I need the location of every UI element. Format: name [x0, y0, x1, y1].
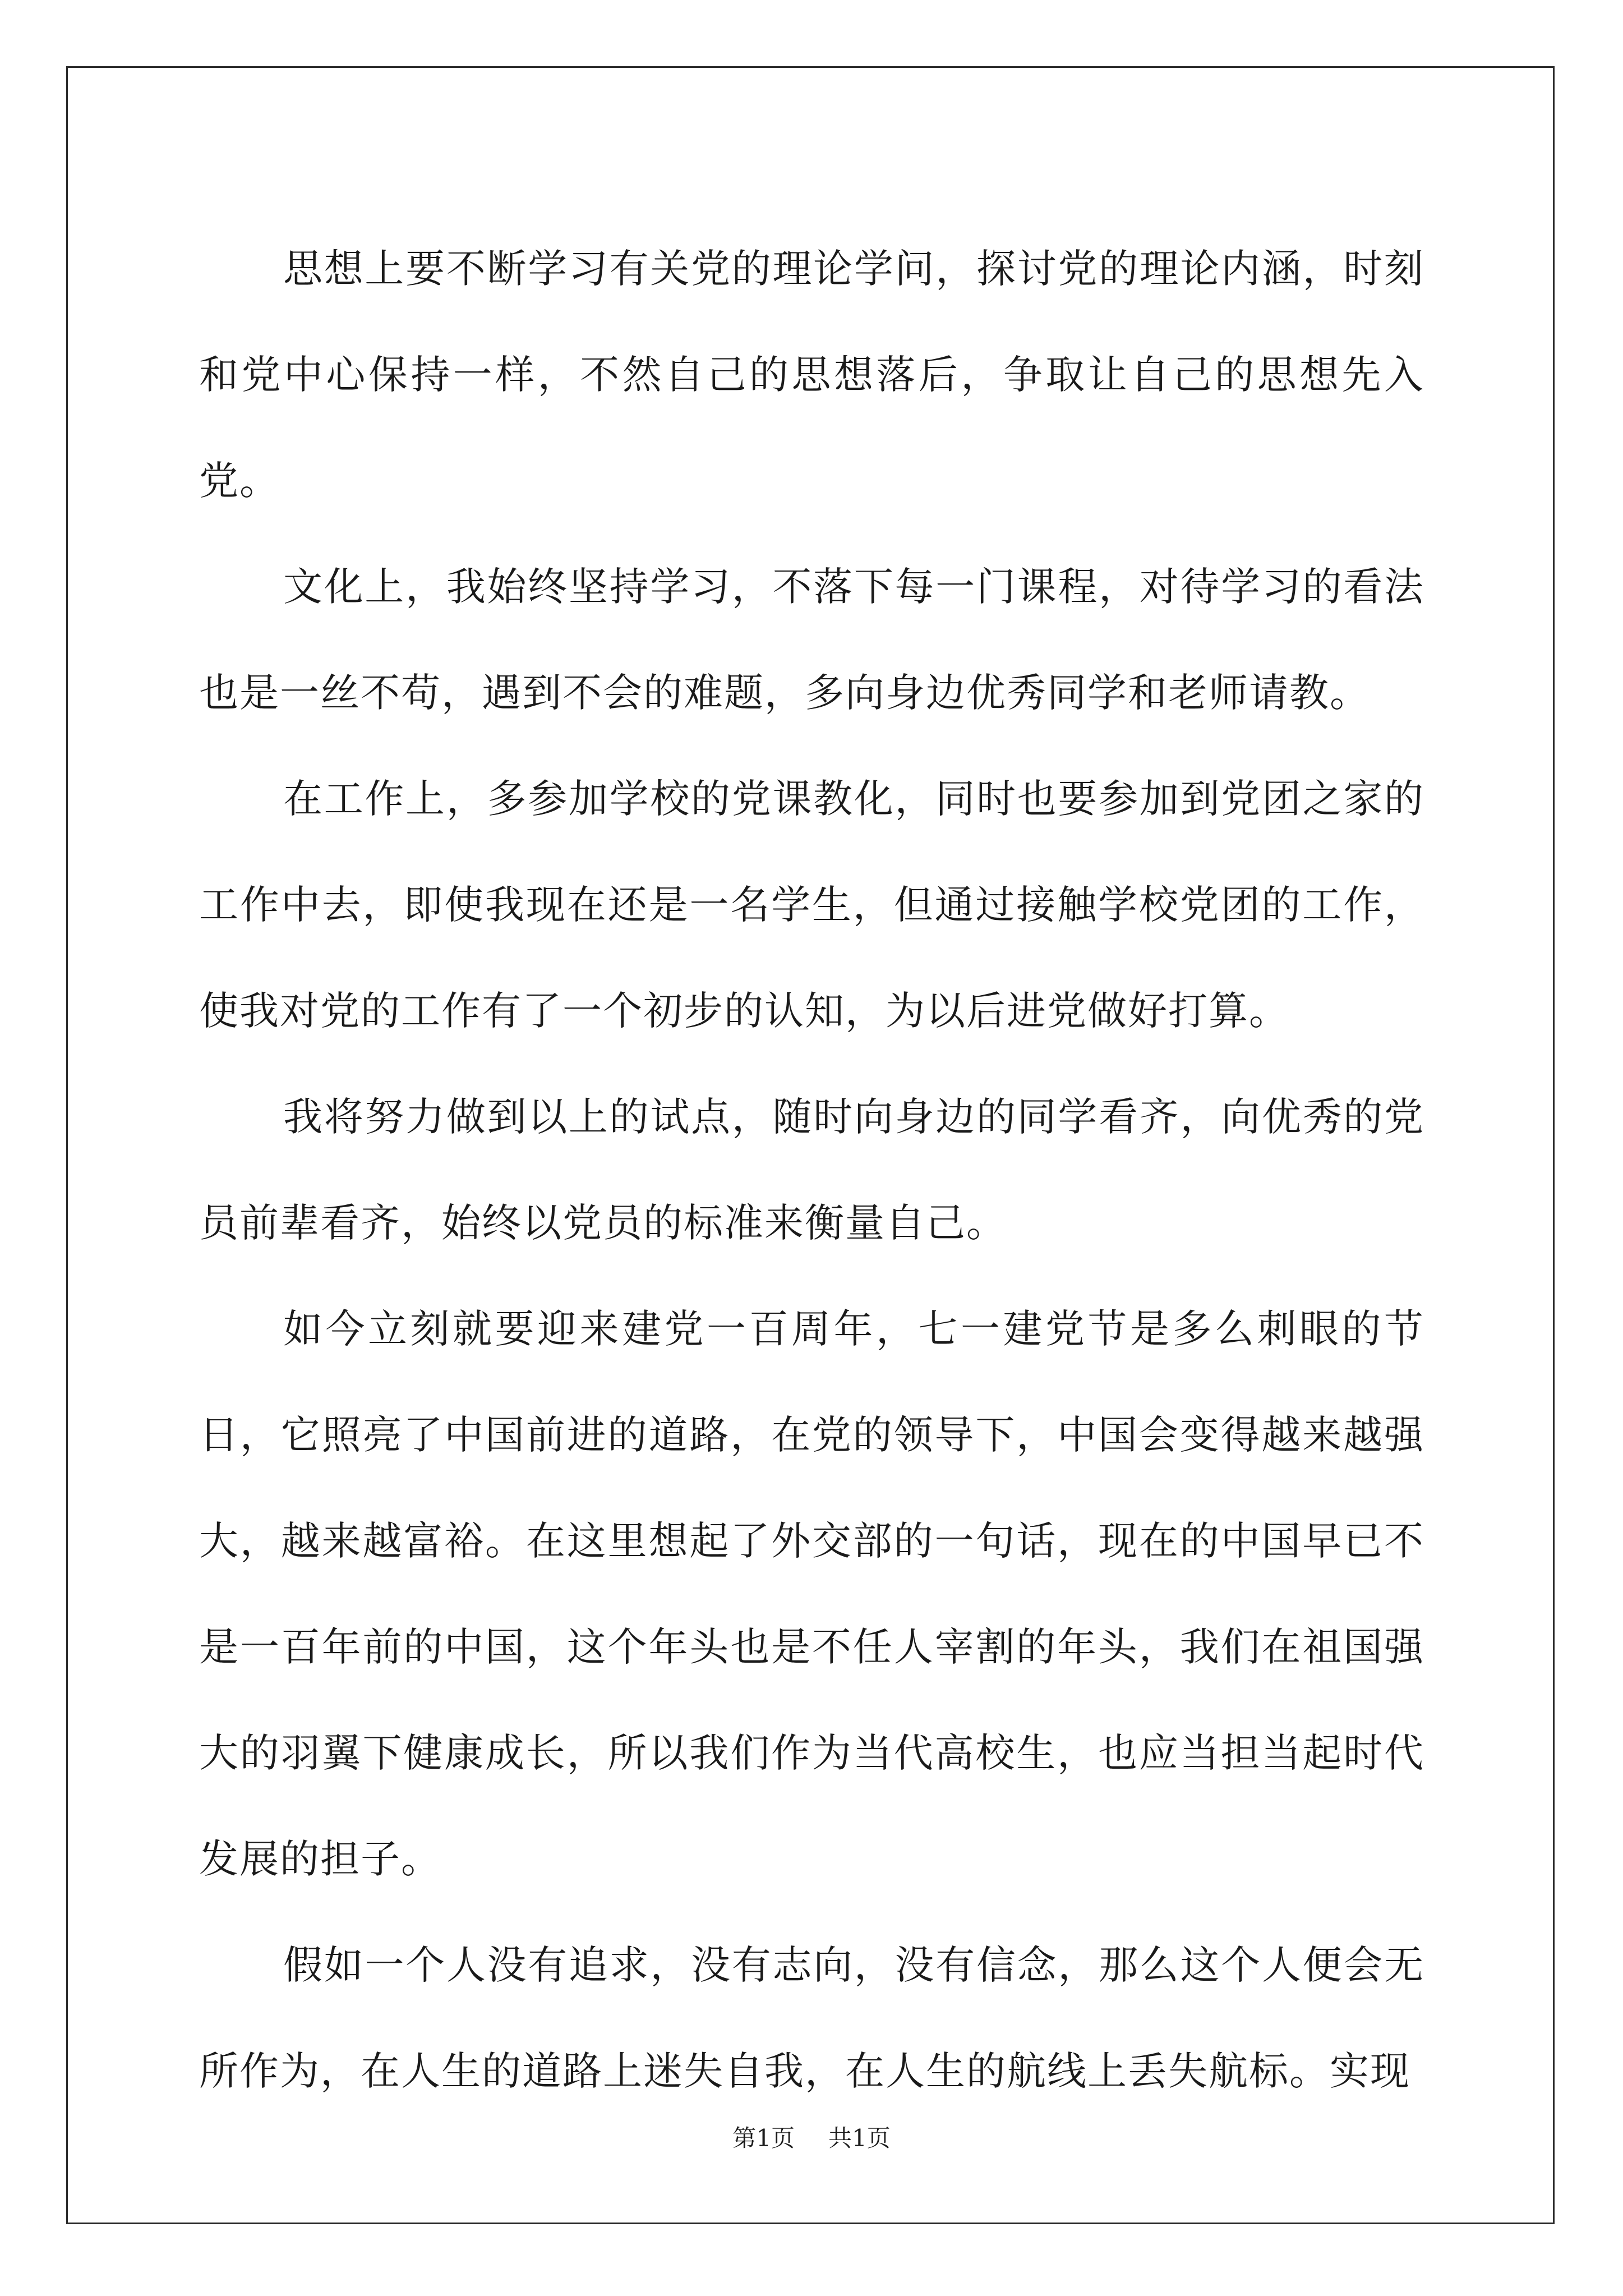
document-body	[199, 216, 1424, 2124]
paragraph: 如今立刻就要迎来建党一百周年，七一建党节是多么刺眼的节日，它照亮了中国前进的道路，在党的领导下，中国会变得越来越强大，越来越富裕。在这里想起了外交部的一句话，现在的中国早已不是一百年前的中国，这个年头也是不任人宰割的年头，我们在祖国强大的羽翼下健康成长，所以我们作为当代高校生，也应当担当起时代发展的担子。	[199, 1306, 1424, 1882]
paragraph: 思想上要不断学习有关党的理论学问，探讨党的理论内涵，时刻和党中心保持一样，不然自己的思想落后，争取让自己的思想先入党。	[199, 246, 1424, 504]
page-total: 共1页	[828, 2124, 891, 2152]
paragraph: 在工作上，多参加学校的党课教化，同时也要参加到党团之家的工作中去，即使我现在还是一名学生，但通过接触学校党团的工作，使我对党的工作有了一个初步的认知，为以后进党做好打算。	[199, 776, 1424, 1034]
paragraph: 文化上，我始终坚持学习，不落下每一门课程，对待学习的看法也是一丝不苟，遇到不会的难题，多向身边优秀同学和老师请教。	[199, 564, 1424, 716]
paragraph: 我将努力做到以上的试点，随时向身边的同学看齐，向优秀的党员前辈看齐，始终以党员的标准来衡量自己。	[199, 1094, 1424, 1246]
page-number: 第1页	[732, 2124, 795, 2152]
page-footer	[0, 2122, 1623, 2155]
paragraph: 假如一个人没有追求，没有志向，没有信念，那么这个人便会无所作为，在人生的道路上迷失自我，在人生的航线上丢失航标。实现	[199, 1942, 1424, 2094]
